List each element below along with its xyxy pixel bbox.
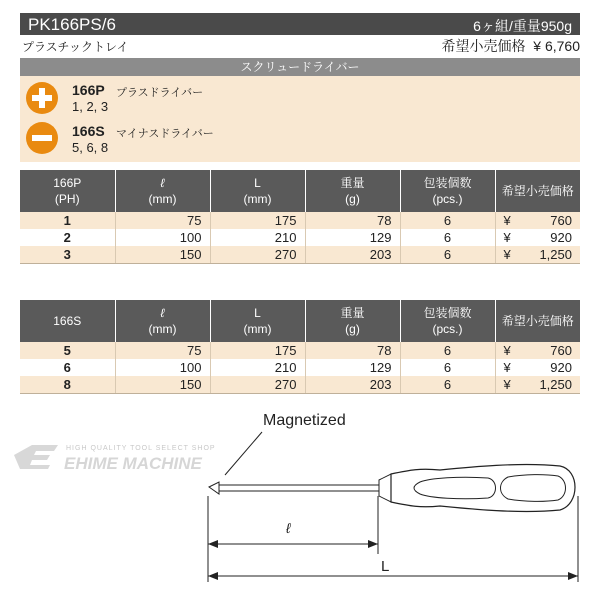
- col-header-blade-length: ℓ (mm): [115, 170, 210, 212]
- phillips-icon: [26, 82, 58, 114]
- col-header-total-length: L (mm): [210, 170, 305, 212]
- col-header-price: 希望小売価格: [495, 300, 580, 342]
- blade-length-label: ℓ: [286, 520, 291, 536]
- type-code-s: 166S: [72, 123, 105, 139]
- table-row: 3 150 270 203 6 ¥ 1,250: [20, 246, 580, 264]
- table-header-row: [20, 300, 580, 342]
- col-header-weight: 重量 (g): [305, 170, 400, 212]
- header-bar: [20, 13, 580, 35]
- table-row: 2 100 210 129 6 ¥ 920: [20, 229, 580, 246]
- table-row: 5 75 175 78 6 ¥ 760: [20, 342, 580, 359]
- total-length-label: L: [381, 558, 390, 575]
- spec-table-166s: [20, 300, 580, 394]
- screwdriver-handle: [391, 465, 575, 512]
- type-code-p: 166P: [72, 82, 105, 98]
- set-info: 6ヶ組/重量950g: [473, 18, 572, 34]
- col-header-size: 166S: [20, 300, 115, 342]
- col-header-total-length: L (mm): [210, 300, 305, 342]
- price-label: 希望小売価格: [441, 38, 526, 54]
- col-header-pack-qty: 包装個数 (pcs.): [400, 170, 495, 212]
- spec-table-166p: [20, 170, 580, 264]
- handle-ferrule: [379, 474, 391, 502]
- table-row: 6 100 210 129 6 ¥ 920: [20, 359, 580, 376]
- col-header-pack-qty: 包装個数 (pcs.): [400, 300, 495, 342]
- table-row: 8 150 270 203 6 ¥ 1,250: [20, 376, 580, 394]
- watermark-tagline: HIGH QUALITY TOOL SELECT SHOP: [66, 445, 216, 452]
- screwdriver-shaft: [219, 485, 379, 491]
- col-header-price: 希望小売価格: [495, 170, 580, 212]
- type-legend: [20, 76, 580, 162]
- col-header-size: 166P (PH): [20, 170, 115, 212]
- type-name-p: プラスドライバー: [116, 87, 204, 99]
- type-sizes-s: 5, 6, 8: [72, 140, 109, 155]
- material-label: プラスチックトレイ: [22, 40, 129, 54]
- col-header-blade-length: ℓ (mm): [115, 300, 210, 342]
- table-header-row: [20, 170, 580, 212]
- slotted-icon: [26, 122, 58, 154]
- col-header-weight: 重量 (g): [305, 300, 400, 342]
- table-row: 1 75 175 78 6 ¥ 760: [20, 212, 580, 229]
- product-code: PK166PS/6: [28, 15, 116, 34]
- screwdriver-diagram: [0, 430, 600, 600]
- type-name-s: マイナスドライバー: [116, 128, 214, 140]
- tip-shape: [209, 482, 219, 494]
- type-sizes-p: 1, 2, 3: [72, 99, 109, 114]
- set-price: [442, 36, 581, 56]
- magnetized-leader-line: [225, 432, 262, 475]
- magnetized-label: Magnetized: [263, 412, 346, 429]
- price-value: ¥ 6,760: [533, 38, 580, 54]
- category-bar: スクリュードライバー: [20, 58, 580, 76]
- watermark-name: EHIME MACHINE: [64, 454, 202, 473]
